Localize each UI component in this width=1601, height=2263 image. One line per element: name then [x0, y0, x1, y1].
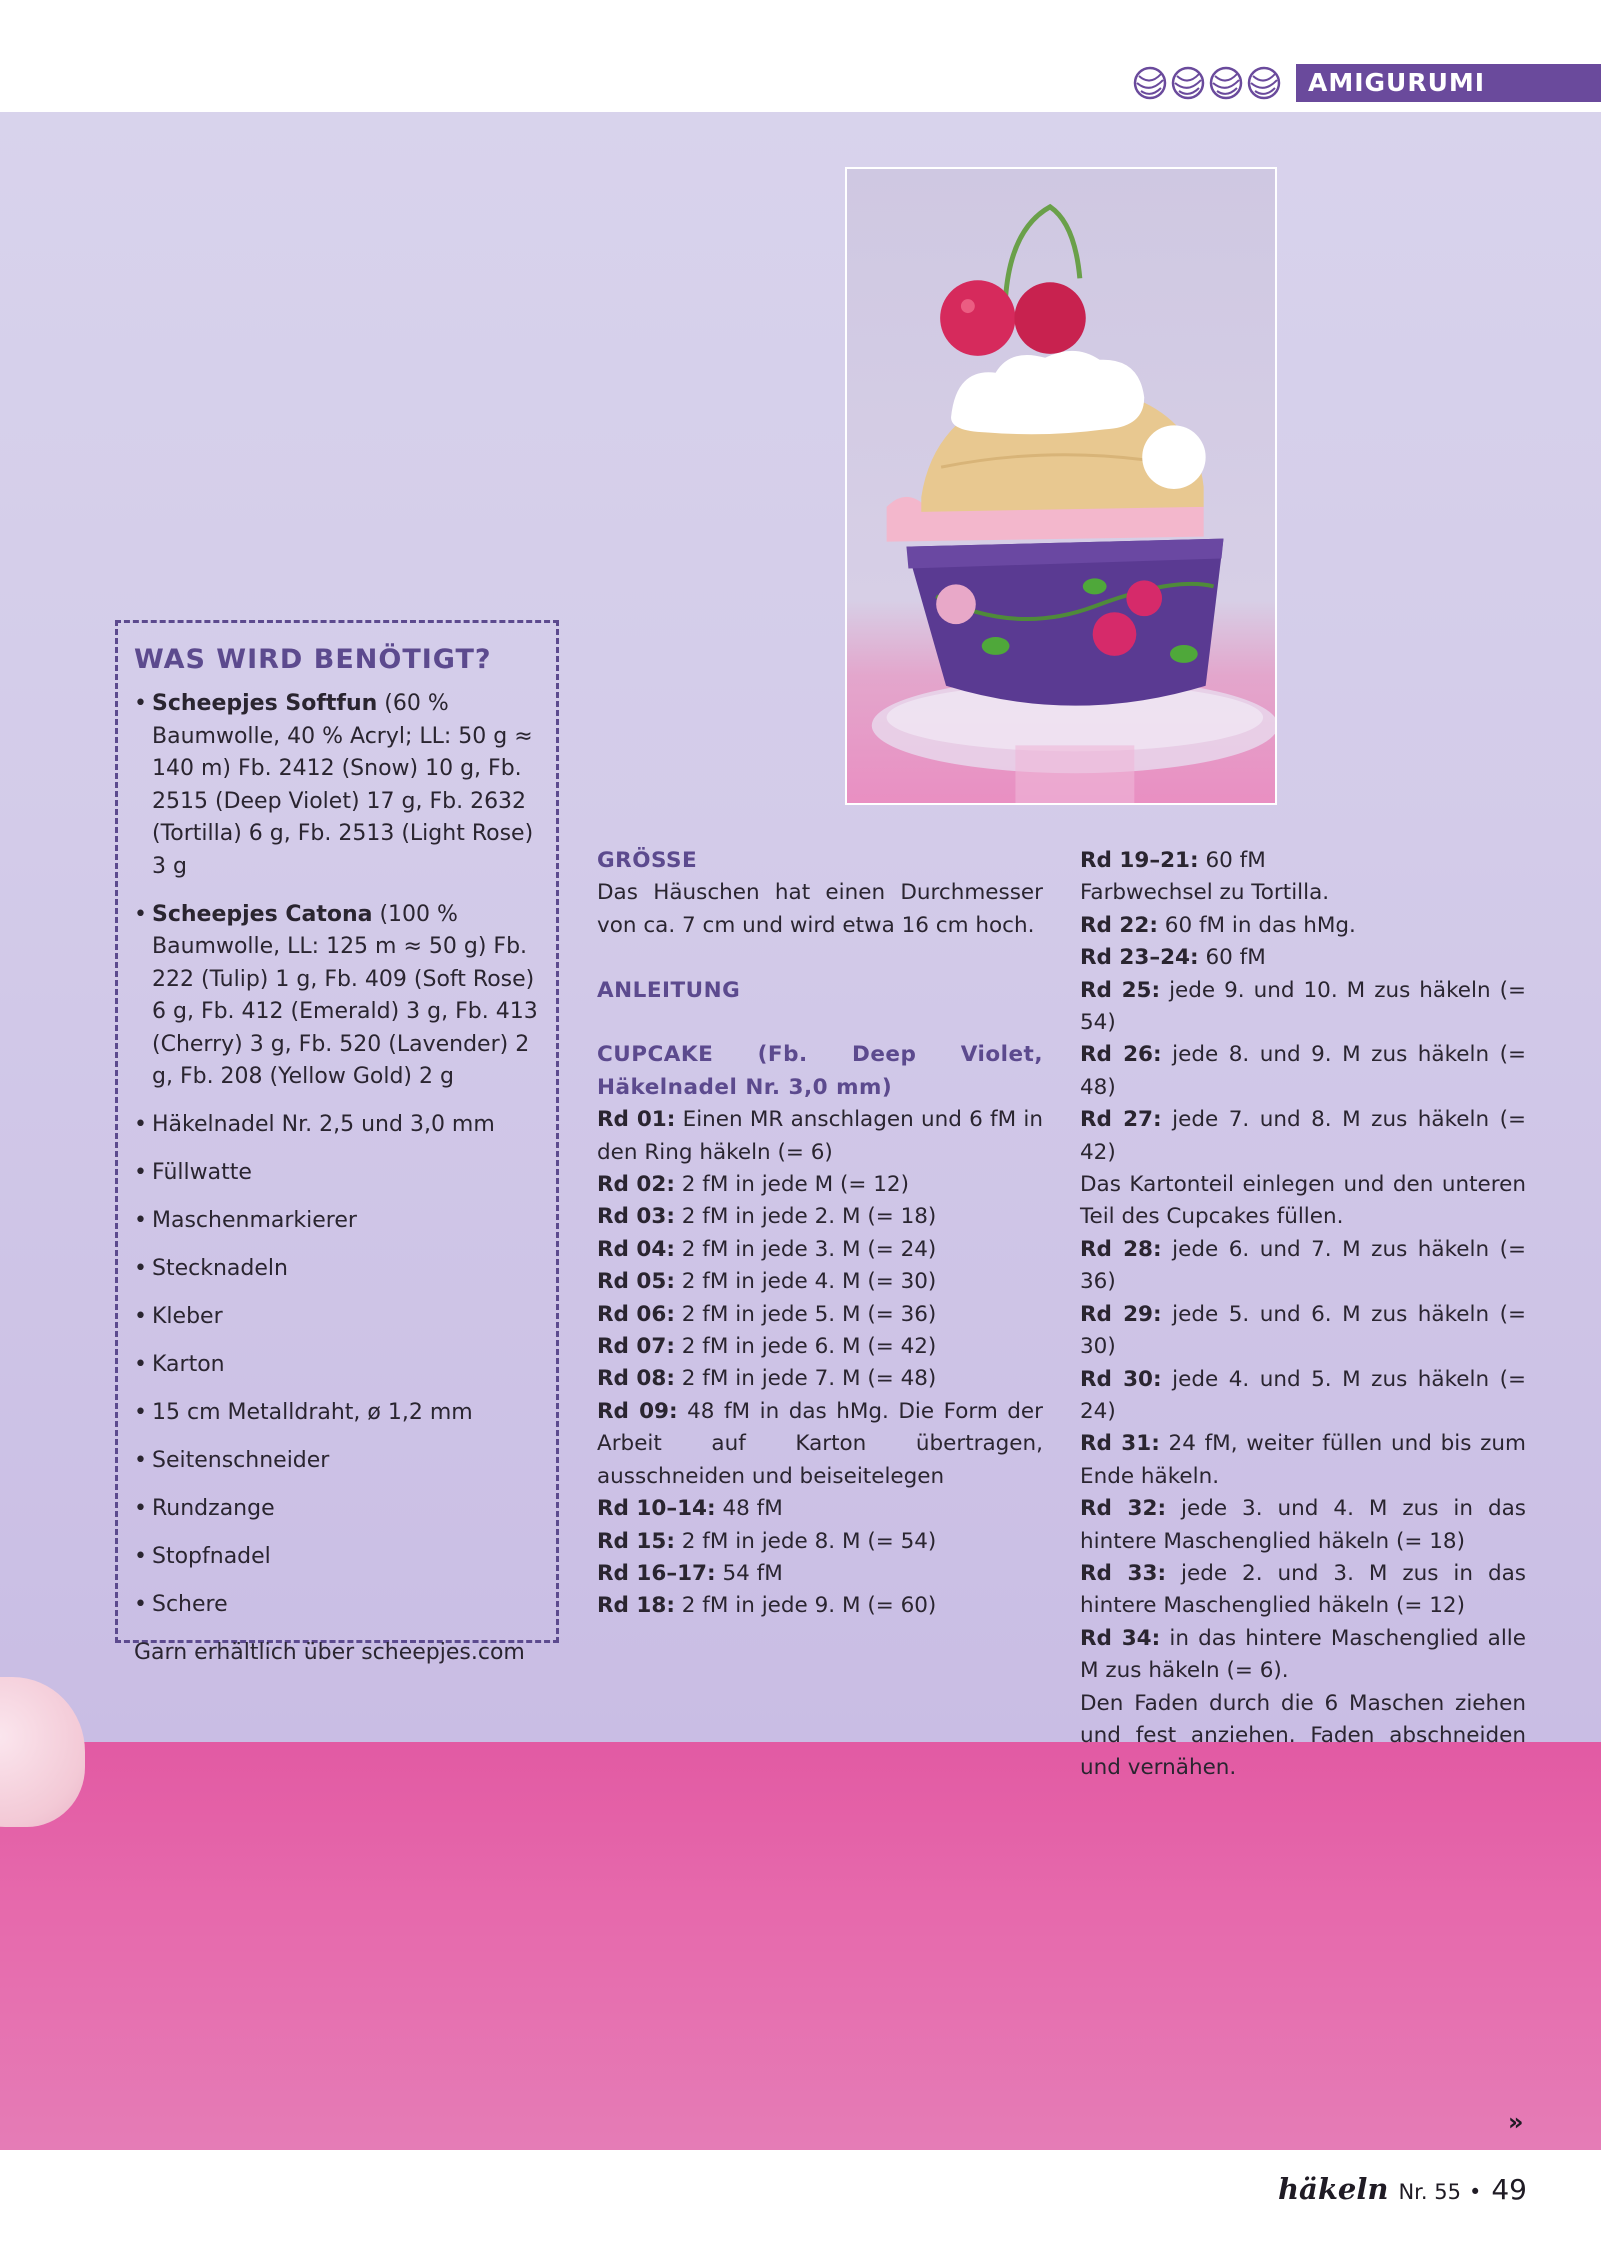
- materials-item: • Füllwatte: [134, 1157, 542, 1190]
- materials-title: WAS WIRD BENÖTIGT?: [134, 644, 492, 675]
- yarn-ball-icon: [1173, 68, 1203, 98]
- page-number: 49: [1491, 2173, 1527, 2206]
- round-row: Rd 03: 2 fM in jede 2. M (= 18): [597, 1204, 937, 1230]
- round-row: Rd 06: 2 fM in jede 5. M (= 36): [597, 1301, 937, 1327]
- materials-item: • Häkelnadel Nr. 2,5 und 3,0 mm: [134, 1109, 542, 1142]
- round-row: Rd 08: 2 fM in jede 7. M (= 48): [597, 1366, 937, 1392]
- round-row: Rd 27: jede 7. und 8. M zus häkeln (= 42): [1080, 1107, 1527, 1165]
- materials-list: [134, 688, 542, 1622]
- yarn-ball-icon: [1211, 68, 1241, 98]
- cupcake-subheading: CUPCAKE (Fb. Deep Violet, Häkelnadel Nr. 3,0 mm): [597, 1042, 1043, 1100]
- round-row: Rd 07: 2 fM in jede 6. M (= 42): [597, 1334, 937, 1360]
- round-row: Rd 01: Einen MR anschlagen und 6 fM in den Ring häkeln (= 6): [597, 1107, 1043, 1165]
- round-row: Rd 32: jede 3. und 4. M zus in das hintere Maschenglied häkeln (= 18): [1080, 1496, 1527, 1554]
- materials-item: • Stecknadeln: [134, 1253, 542, 1286]
- materials-item: • Karton: [134, 1349, 542, 1382]
- round-row: Rd 02: 2 fM in jede M (= 12): [597, 1172, 909, 1198]
- size-heading: GRÖSSE: [597, 848, 698, 873]
- yarn-ball-icon: [1135, 68, 1165, 98]
- yarn-source-note: Garn erhältlich über scheepjes.com: [134, 1640, 525, 1665]
- round-row: Rd 28: jede 6. und 7. M zus häkeln (= 36): [1080, 1236, 1527, 1295]
- section-tag: AMIGURUMI: [1296, 64, 1601, 102]
- folio-separator: •: [1468, 2180, 1482, 2204]
- round-row: Rd 10–14: 48 fM: [597, 1496, 783, 1522]
- continue-mark: »: [1508, 2108, 1524, 2136]
- folio: [1278, 2172, 1527, 2212]
- materials-item: • Schere: [134, 1589, 542, 1622]
- materials-item: • Kleber: [134, 1301, 542, 1334]
- difficulty-rating: [1133, 66, 1283, 100]
- materials-box: [115, 620, 559, 1665]
- round-row: Rd 16–17: 54 fM: [597, 1560, 783, 1586]
- round-row: Rd 29: jede 5. und 6. M zus häkeln (= 30): [1080, 1301, 1527, 1360]
- yarn-ball-icon: [1249, 68, 1279, 98]
- round-row: Rd 15: 2 fM in jede 8. M (= 54): [597, 1528, 937, 1554]
- round-row: Rd 22: 60 fM in das hMg.: [1080, 912, 1356, 938]
- size-text: Das Häuschen hat einen Durchmesser von ca. 7 cm und wird etwa 16 cm hoch.: [597, 880, 1043, 938]
- instructions-column-2: [1080, 845, 1526, 1785]
- photo-table: [0, 1742, 1601, 2150]
- cupcake-photo: [845, 167, 1277, 805]
- round-row: Rd 34: in das hintere Maschenglied alle M zus häkeln (= 6).: [1080, 1625, 1527, 1684]
- round-row: Rd 19–21: 60 fM: [1080, 848, 1266, 873]
- materials-item: • Stopfnadel: [134, 1541, 542, 1574]
- round-note: Den Faden durch die 6 Maschen ziehen und fest anziehen. Faden abschneiden und vernähen.: [1080, 1690, 1526, 1781]
- round-row: Rd 33: jede 2. und 3. M zus in das hintere Maschenglied häkeln (= 12): [1080, 1560, 1527, 1619]
- round-row: Rd 31: 24 fM, weiter füllen und bis zum Ende häkeln.: [1080, 1431, 1526, 1489]
- round-row: Rd 25: jede 9. und 10. M zus häkeln (= 54): [1080, 977, 1526, 1036]
- materials-item: • Scheepjes Softfun (60 % Baumwolle, 40 % Acryl; LL: 50 g ≈ 140 m) Fb. 2412 (Snow) 10 g, Fb. 2515 (Deep Violet) 17 g, Fb. 2632 (Tortilla) 6 g, Fb. 2513 (Light Rose) 3 g: [134, 688, 542, 883]
- materials-item: • Seitenschneider: [134, 1445, 542, 1478]
- round-row: Rd 09: 48 fM in das hMg. Die Form der Arbeit auf Karton übertragen, ausschneiden und beiseitelegen: [597, 1398, 1043, 1489]
- instructions-heading: ANLEITUNG: [597, 977, 741, 1003]
- magazine-name: häkeln: [1277, 2172, 1389, 2206]
- page-header: [0, 0, 1601, 112]
- round-note: Farbwechsel zu Tortilla.: [1080, 880, 1330, 906]
- instructions-column-1: [597, 845, 1043, 1623]
- issue-number: Nr. 55: [1398, 2180, 1461, 2204]
- materials-item: • Rundzange: [134, 1493, 542, 1526]
- round-row: Rd 18: 2 fM in jede 9. M (= 60): [597, 1593, 937, 1619]
- materials-item: • 15 cm Metalldraht, ø 1,2 mm: [134, 1397, 542, 1430]
- round-note: Das Kartonteil einlegen und den unteren Teil des Cupcakes füllen.: [1080, 1172, 1526, 1230]
- round-row: Rd 05: 2 fM in jede 4. M (= 30): [597, 1269, 937, 1295]
- round-row: Rd 23–24: 60 fM: [1080, 945, 1266, 971]
- materials-item: • Maschenmarkierer: [134, 1205, 542, 1238]
- materials-item: • Scheepjes Catona (100 % Baumwolle, LL: 125 m ≈ 50 g) Fb. 222 (Tulip) 1 g, Fb. 409 (Soft Rose) 6 g, Fb. 412 (Emerald) 3 g, Fb. 413 (Cherry) 3 g, Fb. 520 (Lavender) 2 g, Fb. 208 (Yellow Gold) 2 g: [134, 899, 542, 1094]
- round-row: Rd 04: 2 fM in jede 3. M (= 24): [597, 1236, 937, 1262]
- round-row: Rd 30: jede 4. und 5. M zus häkeln (= 24): [1080, 1366, 1527, 1424]
- round-row: Rd 26: jede 8. und 9. M zus häkeln (= 48): [1080, 1042, 1527, 1100]
